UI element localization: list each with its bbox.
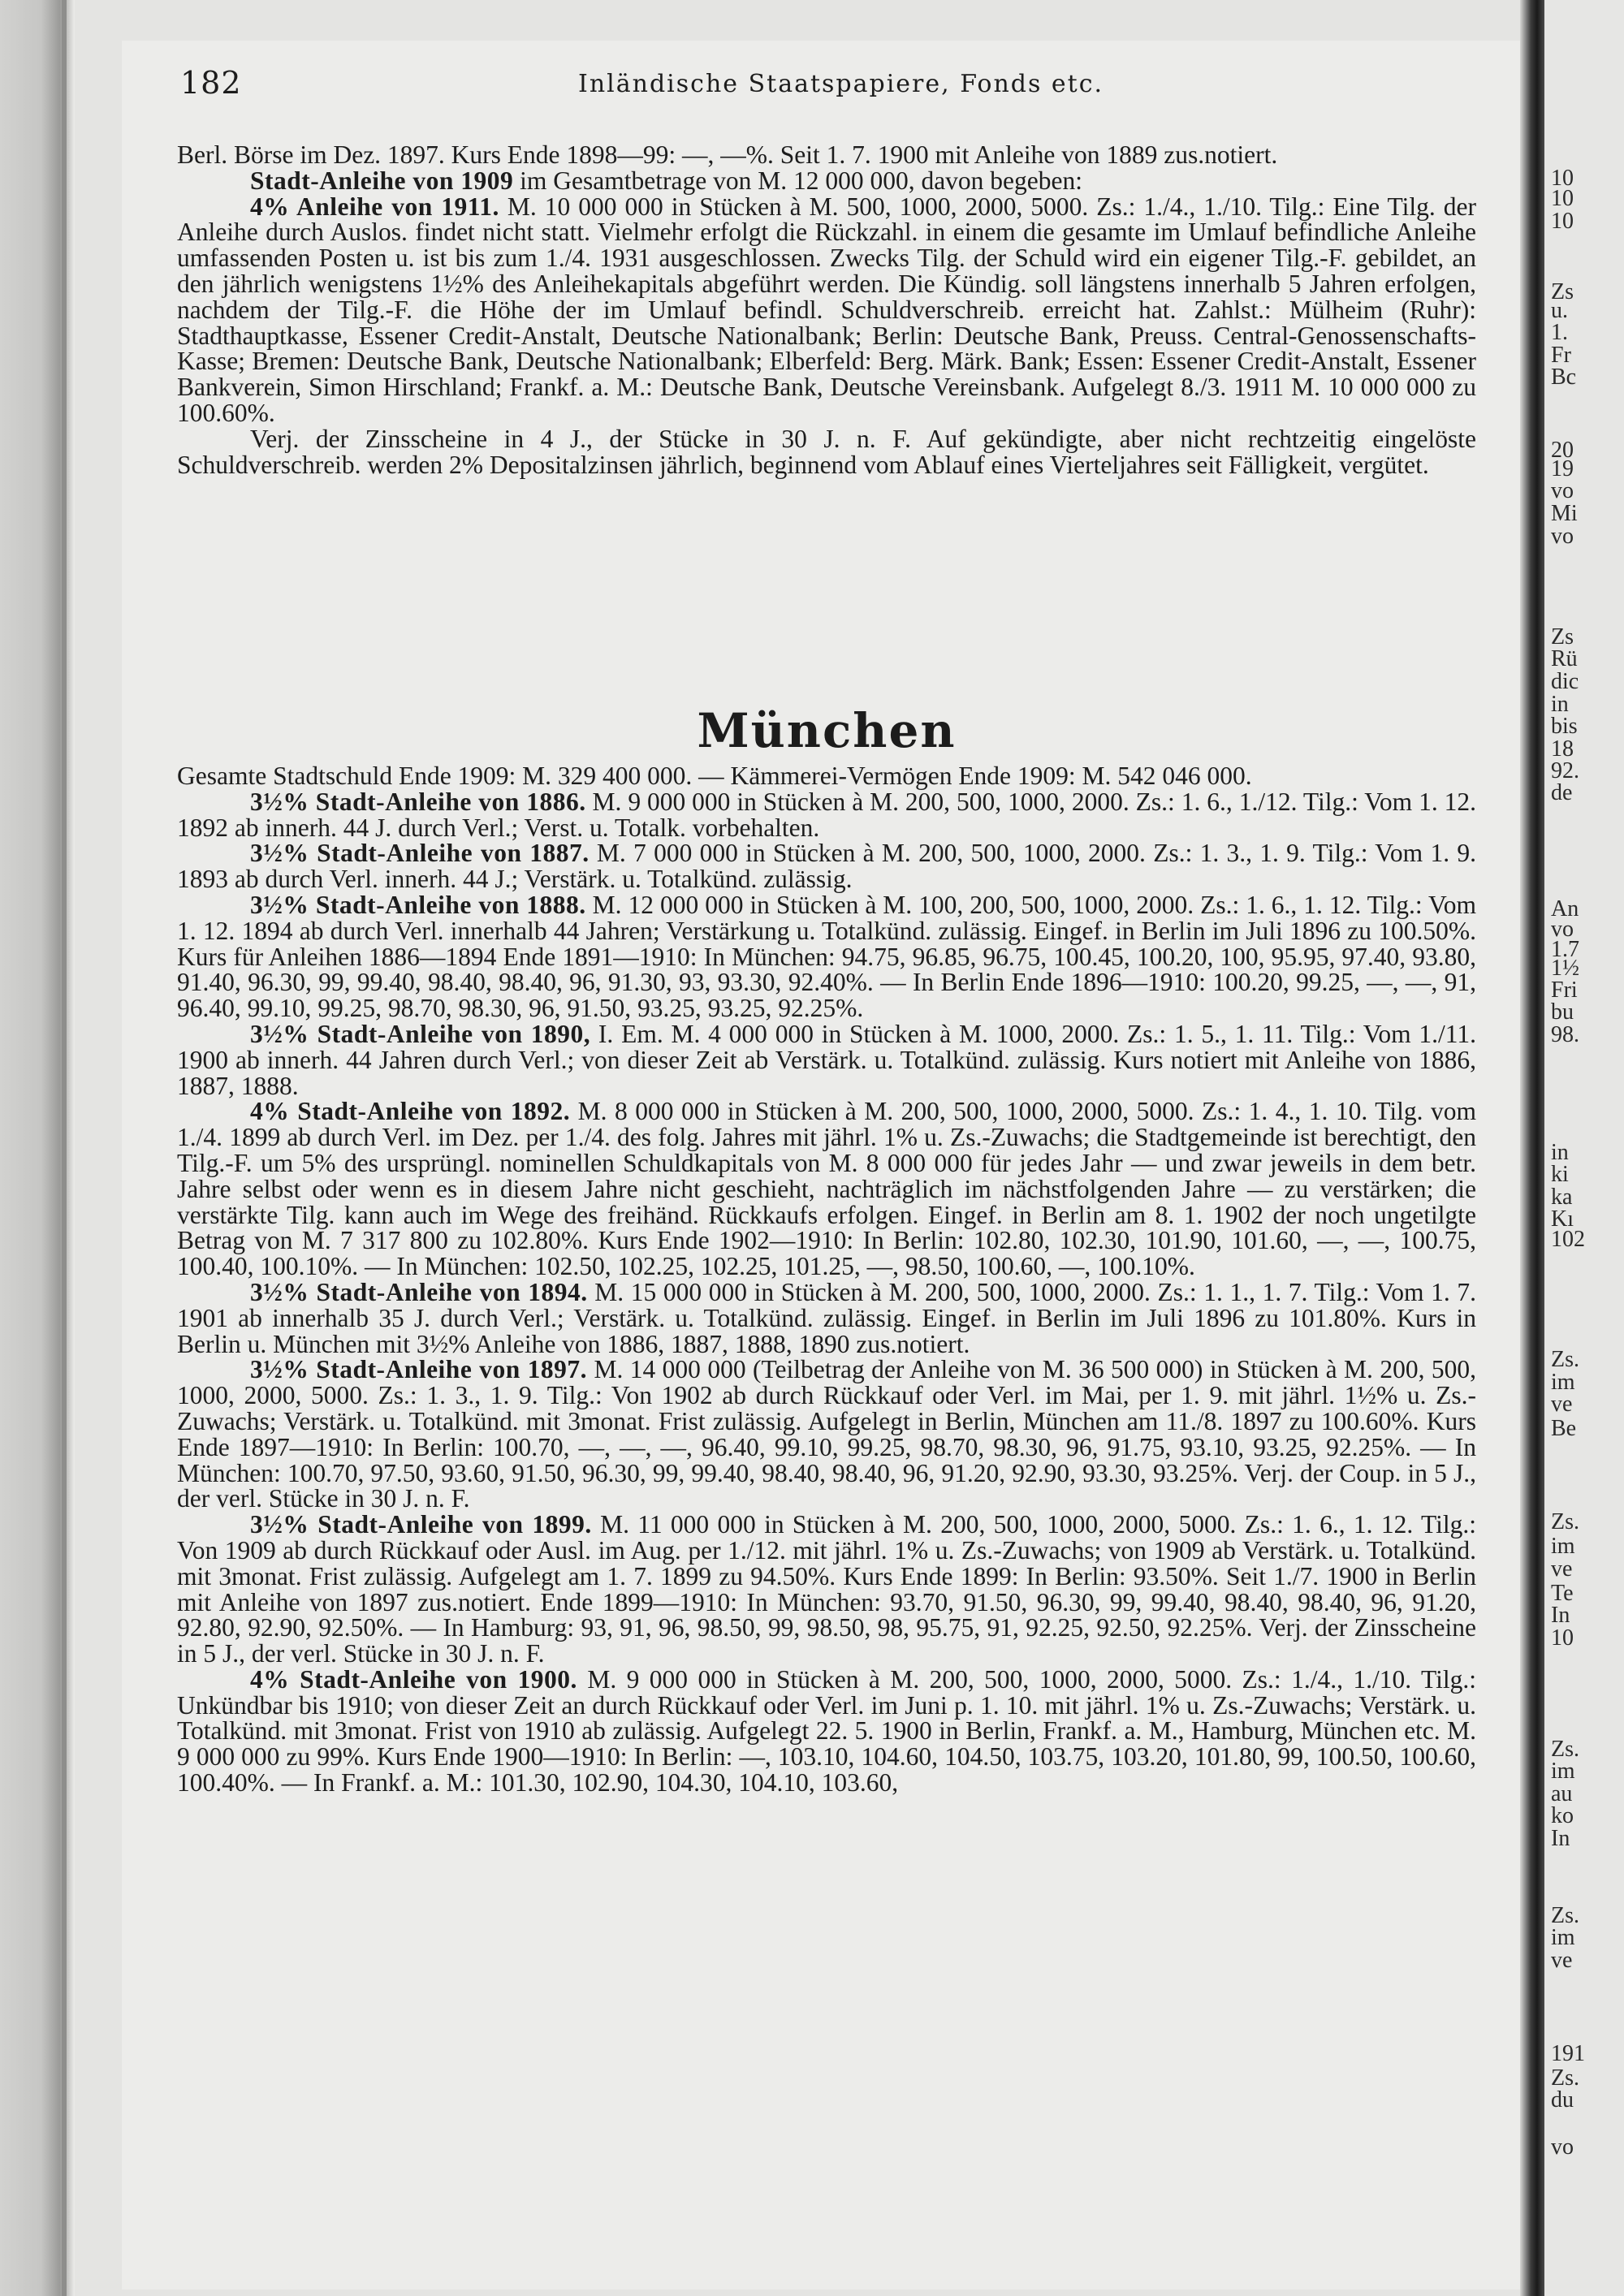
adjacent-page-fragment: 102 bbox=[1551, 1227, 1585, 1252]
loan-text: M. 8 000 000 in Stücken à M. 200, 500, 1000, 2000, 5000. Zs.: 1. 4., 1. 10. Tilg. vom 1./4. 1899 ab durch Verl. im Dez. per 1./4. des folg. Jahres mit jährl. 1% u. Zs.-Zuwachs; die Stadtgemeinde ist berechtigt, den Tilg.-F. um 5% des ursprüngl. nominellen Schuldkapitals von M. 8 000 000 für jedes Jahr — und zwar jeweils in dem betr. Jahre selbst oder wenn es in diesem Jahre nicht geschieht, nachträglich im nächstfolgenden Jahre — zu verstärken; die verstärkte Tilg. kann auch im Wege des freihänd. Rückkaufs erfolgen. Eingef. in Berlin am 8. 1. 1902 der noch ungetilgte Betrag von M. 7 317 800 zu 102.80%. Kurs Ende 1902—1910: In Berlin: 102.80, 102.30, 101.90, 101.60, —, —, 100.75, 100.40, 100.10%. — In München: 102.50, 102.25, 102.25, 101.25, —, 98.50, 100.60, —, 100.10%. bbox=[177, 1097, 1477, 1281]
adjacent-page-fragment: Te bbox=[1551, 1581, 1574, 1606]
adjacent-page-fragment: 1½ bbox=[1551, 956, 1579, 981]
loan-heading: 3½% Stadt-Anleihe von 1894. bbox=[250, 1277, 588, 1306]
adjacent-page-fragment: Zs bbox=[1551, 624, 1574, 650]
adjacent-page-fragment: Be bbox=[1551, 1416, 1577, 1441]
adjacent-page-fragment: Zs. bbox=[1551, 1737, 1579, 1762]
adjacent-page-fragment: 20 bbox=[1551, 438, 1574, 463]
adjacent-page-edge bbox=[1544, 0, 1624, 2296]
page-fold-shadow bbox=[1520, 0, 1544, 2296]
adjacent-page-fragment: de bbox=[1551, 780, 1573, 805]
loan-entry bbox=[177, 1512, 1476, 1667]
adjacent-page-fragment: u. bbox=[1551, 298, 1568, 323]
loan-heading: 3½% Stadt-Anleihe von 1888. bbox=[250, 890, 586, 919]
adjacent-page-fragment: 19 bbox=[1551, 456, 1574, 481]
loan-list bbox=[177, 789, 1476, 1796]
loan-heading: 3½% Stadt-Anleihe von 1890, bbox=[250, 1019, 591, 1048]
loan-heading: 4% Anleihe von 1911. bbox=[250, 192, 499, 221]
loan-entry bbox=[177, 1021, 1476, 1098]
loan-text: M. 10 000 000 in Stücken à M. 500, 1000, 2000, 5000. Zs.: 1./4., 1./10. Tilg.: Eine Tilg. der Anleihe durch Auslos. findet nicht statt. Vielmehr erfolgt die Rückzahl. in einem die gesamte im Umlauf befindliche Anleihe umfassenden Posten u. ist bis zum 1./4. 1931 ausgeschlossen. Zwecks Tilg. der Schuld wird ein eigener Tilg.-F. gebildet, an den jährlich wenigstens 1½% des Anleihekapitals abgeführt werden. Die Kündig. soll längstens innerhalb 5 Jahren erfolgen, nachdem der Tilg.-F. die Höhe der im Umlauf befindl. Schuldverschreib. erreicht hat. Zahlst.: Mülheim (Ruhr): Stadthauptkasse, Essener Credit-Anstalt, Deutsche Nationalbank; Berlin: Deutsche Bank, Preuss. Central-Genossenschafts-Kasse; Bremen: Deutsche Bank, Deutsche Nationalbank; Elberfeld: Berg. Märk. Bank; Essen: Essener Credit-Anstalt, Essener Bankverein, Simon Hirschland; Frankf. a. M.: Deutsche Bank, Deutsche Vereinsbank. Aufgelegt 8./3. 1911 M. 10 000 000 zu 100.60%. bbox=[177, 192, 1476, 427]
adjacent-page-fragment: 10 bbox=[1551, 166, 1574, 191]
adjacent-page-fragment: Fr bbox=[1551, 343, 1571, 368]
city-heading: München bbox=[697, 703, 957, 758]
loan-text: M. 7 000 000 in Stücken à M. 200, 500, 1000, 2000. Zs.: 1. 3., 1. 9. Tilg.: Vom 1. 9. 1893 ab durch Verl. innerh. 44 J.; Verstärk. u. Totalkünd. zulässig. bbox=[177, 839, 1476, 894]
adjacent-page-fragment: Zs. bbox=[1551, 1509, 1579, 1534]
loan-heading: Stadt-Anleihe von 1909 bbox=[250, 166, 514, 195]
running-title: Inländische Staatspapiere, Fonds etc. bbox=[578, 70, 1104, 98]
loan-text: M. 12 000 000 in Stücken à M. 100, 200, 500, 1000, 2000. Zs.: 1. 6., 1. 12. Tilg.: Vom 1. 12. 1894 ab durch Verl. innerhalb 44 Jahren; Verstärkung u. Totalkünd. zulässig. Eingef. in Berlin im Juli 1896 zu 100.50%. Kurs für Anleihen 1886—1894 Ende 1891—1910: In München: 94.75, 96.85, 96.75, 100.45, 100.20, 100, 95.95, 97.40, 93.80, 91.40, 96.30, 99, 99.40, 98.40, 98.40, 96, 91.30, 93, 93.30, 92.40%. — In Berlin Ende 1896—1910: 100.20, 99.25, —, —, 91, 96.40, 99.10, 99.25, 98.70, 98.30, 96, 91.50, 93.25, 93.25, 92.25%. bbox=[177, 890, 1476, 1023]
adjacent-page-fragment: in bbox=[1551, 692, 1569, 717]
adjacent-page-fragment: Rü bbox=[1551, 646, 1578, 671]
adjacent-page-fragment: ve bbox=[1551, 1556, 1573, 1582]
adjacent-page-fragment: vo bbox=[1551, 917, 1574, 942]
adjacent-page-fragment: Mi bbox=[1551, 501, 1578, 526]
loan-text: M. 9 000 000 in Stücken à M. 200, 500, 1000, 2000. Zs.: 1. 6., 1./12. Tilg.: Vom 1. 12. 1892 ab innerh. 44 J. durch Verl.; Verst. u. Totalk. vorbehalten. bbox=[177, 787, 1476, 842]
adjacent-page-fragment: 18 bbox=[1551, 736, 1574, 762]
adjacent-page-fragment: Zs. bbox=[1551, 1347, 1579, 1372]
adjacent-page-fragment: Bc bbox=[1551, 365, 1577, 390]
adjacent-page-fragment: An bbox=[1551, 896, 1579, 921]
intro-paragraph: Berl. Börse im Dez. 1897. Kurs Ende 1898—99: —, —%. Seit 1. 7. 1900 mit Anleihe von 1889 zus.notiert. bbox=[177, 140, 1278, 169]
loan-heading: 3½% Stadt-Anleihe von 1899. bbox=[250, 1510, 592, 1539]
adjacent-page-fragment: In bbox=[1551, 1826, 1570, 1851]
intro-paragraph: Verj. der Zinsscheine in 4 J., der Stücke in 30 J. n. F. Auf gekündigte, aber nicht rechtzeitig eingelöste Schuldverschreib. werden 2% Depositalzinsen jährlich, beginnend vom Ablauf eines Vierteljahres seit Fälligkeit, vergütet. bbox=[177, 424, 1476, 479]
adjacent-page-fragment: In bbox=[1551, 1603, 1570, 1628]
adjacent-page-fragment: ko bbox=[1551, 1803, 1574, 1828]
adjacent-page-fragment: Zs. bbox=[1551, 2065, 1579, 2091]
loan-entry bbox=[177, 1357, 1476, 1512]
loan-entry bbox=[177, 1277, 1476, 1358]
adjacent-page-fragment: im bbox=[1551, 1925, 1575, 1950]
loan-text: M. 11 000 000 in Stücken à M. 200, 500, 1000, 2000, 5000. Zs.: 1. 6., 1. 12. Tilg.: Von 1909 ab durch Rückkauf oder Ausl. im Aug. per 1./12. mit jährl. 1% u. Zs.-Zuwachs; von 1909 ab Verstärk. u. Totalkünd. mit 3monat. Frist zulässig. Aufgelegt am 1. 7. 1899 zu 94.50%. Kurs Ende 1899: In Berlin: 93.50%. Seit 1./7. 1900 in Berlin mit Anleihe von 1897 zus.notiert. Ende 1899—1910: In München: 93.70, 91.50, 96.30, 99, 99.40, 98.40, 98.40, 96, 91.20, 92.80, 92.90, 92.50%. — In Hamburg: 93, 91, 96, 98.50, 99, 98.50, 98, 95.75, 91, 92.25, 92.50, 92.25%. Verj. der Zinsscheine in 5 J., der verl. Stücke in 30 J. n. F. bbox=[177, 1510, 1476, 1668]
loan-entry bbox=[177, 789, 1476, 841]
binding-line bbox=[62, 0, 67, 2296]
adjacent-page-fragment: vo bbox=[1551, 478, 1574, 503]
page-number: 182 bbox=[180, 65, 242, 101]
adjacent-page-fragment: vo bbox=[1551, 524, 1574, 549]
adjacent-page-fragment: ka bbox=[1551, 1185, 1573, 1210]
loan-text: M. 14 000 000 (Teilbetrag der Anleihe von M. 36 500 000) in Stücken à M. 200, 500, 1000, 2000, 5000. Zs.: 1. 3., 1. 9. Tilg.: Von 1902 ab durch Rückkauf oder Verl. im Mai, per 1. 9. mit jährl. 1½% u. Zs.-Zuwachs; Verstärk. u. Totalkünd. mit 3monat. Frist zulässig. Aufgelegt in Berlin, München am 11./8. 1897 zu 100.60%. Kurs Ende 1897—1910: In Berlin: 100.70, —, —, —, 96.40, 99.10, 99.25, 98.70, 98.30, 96, 91.75, 93.10, 93.25, 92.25%. — In München: 100.70, 97.50, 93.60, 91.50, 96.30, 99, 99.40, 98.40, 98.40, 96, 91.20, 92.90, 93.30, 93.25%. Verj. der Coup. in 5 J., der verl. Stücke in 30 J. n. F. bbox=[177, 1355, 1477, 1513]
adjacent-page-fragment: 10 bbox=[1551, 186, 1574, 211]
adjacent-page-fragment: ve bbox=[1551, 1392, 1573, 1417]
adjacent-page-fragment: 10 bbox=[1551, 209, 1574, 234]
loan-entry bbox=[177, 892, 1476, 1021]
loan-heading: 3½% Stadt-Anleihe von 1897. bbox=[250, 1355, 588, 1384]
intro-section bbox=[177, 142, 1476, 477]
adjacent-page-fragment: Kı bbox=[1551, 1206, 1574, 1232]
loan-text: M. 15 000 000 in Stücken à M. 200, 500, 1000, 2000. Zs.: 1. 1., 1. 7. Tilg.: Vom 1. 7. 1901 ab innerhalb 35 J. durch Verl.; Verstärk. u. Totalkünd. zulässig. Eingef. in Berlin im Juli 1896 zu 101.80%. Kurs in Berlin u. München mit 3½% Anleihe von 1886, 1887, 1888, 1890 zus.notiert. bbox=[177, 1277, 1476, 1358]
adjacent-page-fragment: du bbox=[1551, 2087, 1574, 2113]
loan-heading: 3½% Stadt-Anleihe von 1887. bbox=[250, 839, 590, 868]
adjacent-page-fragment: in bbox=[1551, 1140, 1569, 1165]
loan-entry bbox=[177, 840, 1476, 892]
loan-entry-1911 bbox=[177, 194, 1476, 426]
adjacent-page-fragment: vo bbox=[1551, 2134, 1574, 2160]
adjacent-page-fragment: Fri bbox=[1551, 978, 1578, 1003]
adjacent-page-fragment: im bbox=[1551, 1759, 1575, 1784]
loan-entry bbox=[177, 1098, 1476, 1280]
city-summary: Gesamte Stadtschuld Ende 1909: M. 329 400 000. — Kämmerei-Vermögen Ende 1909: M. 542 046 000. bbox=[177, 762, 1252, 790]
loan-entry-1909 bbox=[177, 168, 1476, 194]
loan-heading: 3½% Stadt-Anleihe von 1886. bbox=[250, 787, 586, 816]
adjacent-page-fragment: Zs bbox=[1551, 279, 1574, 304]
page-header bbox=[180, 65, 1479, 106]
adjacent-page-fragment: 92. bbox=[1551, 758, 1579, 783]
loan-heading: 4% Stadt-Anleihe von 1900. bbox=[250, 1664, 577, 1694]
adjacent-page-fragment: 98. bbox=[1551, 1022, 1579, 1047]
adjacent-page-fragment: bis bbox=[1551, 714, 1578, 739]
loan-text: M. 9 000 000 in Stücken à M. 200, 500, 1000, 2000, 5000. Zs.: 1./4., 1./10. Tilg.: Unkündbar bis 1910; von dieser Zeit an durch Rückkauf oder Verl. im Juni p. 1. 10. mit jährl. 1% u. Zs.-Zuwachs; Verstärk. u. Totalkünd. mit 3monat. Frist von 1910 ab zulässig. Aufgelegt 22. 5. 1900 in Berlin, Frankf. a. M., Hamburg, München etc. M. 9 000 000 zu 99%. Kurs Ende 1900—1910: In Berlin: —, 103.10, 104.60, 104.50, 103.75, 103.20, 101.80, 99, 100.50, 100.60, 100.40%. — In Frankf. a. M.: 101.30, 102.90, 104.30, 104.10, 103.60, bbox=[177, 1664, 1477, 1798]
adjacent-page-fragment: 191 bbox=[1551, 2041, 1585, 2066]
adjacent-page-fragment: 1.7 bbox=[1551, 937, 1579, 962]
munich-section bbox=[177, 763, 1476, 1796]
loan-heading: 4% Stadt-Anleihe von 1892. bbox=[250, 1097, 571, 1126]
adjacent-page-fragment: 1. bbox=[1551, 320, 1568, 345]
adjacent-page-fragment: Zs. bbox=[1551, 1903, 1579, 1928]
loan-text: im Gesamtbetrage von M. 12 000 000, davon begeben: bbox=[513, 166, 1083, 195]
adjacent-page-fragment: ve bbox=[1551, 1948, 1573, 1973]
adjacent-page-fragment: im bbox=[1551, 1534, 1575, 1559]
loan-text: I. Em. M. 4 000 000 in Stücken à M. 1000, 2000. Zs.: 1. 5., 1. 11. Tilg.: Vom 1./11. 1900 ab innerh. 44 Jahren durch Verl.; von dieser Zeit ab Verstärk. u. Totalkünd. zulässig. Kurs notiert mit Anleihe von 1886, 1887, 1888. bbox=[177, 1019, 1477, 1100]
adjacent-page-fragment: bu bbox=[1551, 999, 1574, 1025]
loan-entry bbox=[177, 1664, 1477, 1798]
adjacent-page-fragment: 10 bbox=[1551, 1625, 1574, 1651]
adjacent-page-fragment: ki bbox=[1551, 1162, 1569, 1187]
adjacent-page-fragment: dic bbox=[1551, 669, 1579, 694]
adjacent-page-fragment: au bbox=[1551, 1781, 1573, 1806]
adjacent-page-fragment: im bbox=[1551, 1370, 1575, 1395]
